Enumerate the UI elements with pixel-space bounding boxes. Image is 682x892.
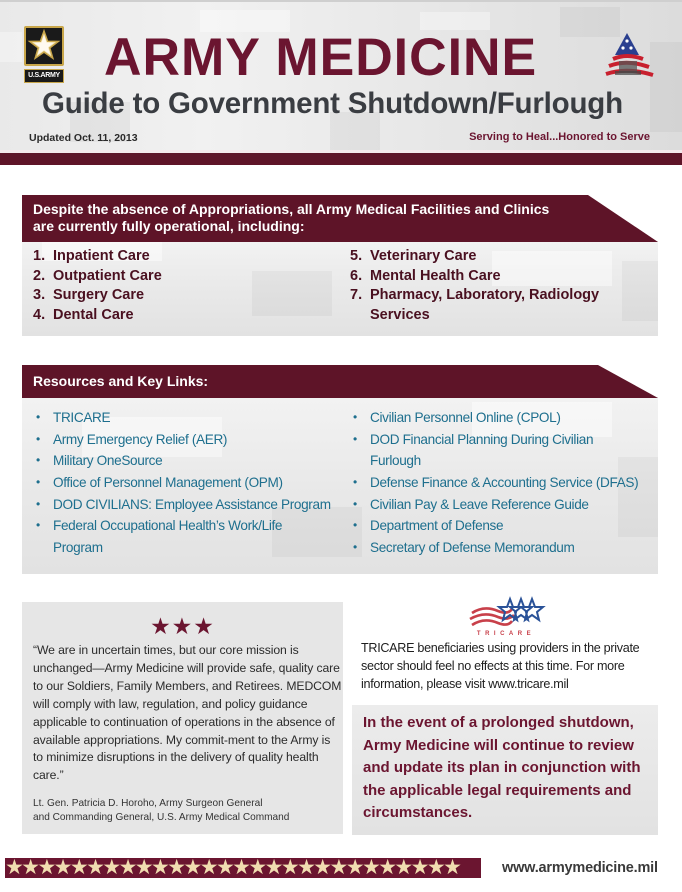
svg-text:TRICARE: TRICARE [476, 631, 536, 637]
bullet-icon: • [36, 475, 40, 490]
resources-banner-text: Resources and Key Links: [33, 373, 209, 389]
army-star-icon [27, 28, 61, 62]
bullet-icon: • [353, 496, 357, 511]
list-item-continuation: Services [370, 307, 430, 324]
list-item: 5. Veterinary Care [350, 248, 477, 264]
list-item: 1. Inpatient Care [33, 248, 150, 264]
resource-link-dfas[interactable]: • Defense Finance & Accounting Service (DFAS) [350, 472, 638, 494]
bullet-icon: • [36, 453, 40, 468]
bullet-icon: • [353, 431, 357, 446]
plan-text: In the event of a prolonged shutdown, Army Medicine will continue to review and update its plan in conjunction with the applicable legal requirements and circumstances. [363, 714, 641, 822]
care-list-right [350, 247, 599, 326]
bullet-icon: • [353, 475, 357, 490]
updated-date: Updated Oct. 11, 2013 [29, 132, 138, 144]
operational-banner-text: Despite the absence of Appropriations, all Army Medical Facilities and Clinics are currently fully operational, including: [33, 201, 550, 234]
resource-links-left [33, 407, 331, 559]
us-army-logo [24, 26, 64, 84]
resource-link-dod-financial-planning-cont[interactable]: Furlough [370, 453, 421, 469]
bullet-icon: • [353, 410, 357, 424]
resource-link-tricare[interactable]: • TRICARE [33, 407, 331, 429]
bullet-icon: • [353, 518, 357, 533]
background-tile [0, 32, 22, 62]
resource-link-opm[interactable]: • Office of Personnel Management (OPM) [33, 472, 331, 494]
bullet-icon: • [353, 540, 357, 555]
tricare-logo [466, 595, 546, 639]
resource-link-foh-worklife[interactable]: • Federal Occupational Health’s Work/Life [33, 515, 331, 537]
header [0, 0, 682, 153]
list-item: 2. Outpatient Care [33, 267, 162, 284]
resource-link-secdef-memo[interactable]: • Secretary of Defense Memorandum [350, 537, 638, 559]
tricare-notice: TRICARE beneficiaries using providers in the private sector should feel no effects at this time. For more information, please visit www.tricare.mil [361, 641, 640, 691]
page-subtitle: Guide to Government Shutdown/Furlough [42, 87, 623, 120]
resource-link-foh-worklife-cont[interactable]: Program [53, 540, 103, 556]
resource-link-civilian-pay-leave[interactable]: • Civilian Pay & Leave Reference Guide [350, 494, 638, 516]
bullet-icon: • [36, 431, 40, 446]
list-item: 3. Surgery Care [33, 287, 145, 304]
list-item: 6. Mental Health Care [350, 267, 501, 284]
list-item: 7. Pharmacy, Laboratory, Radiology [350, 287, 600, 304]
bullet-icon: • [36, 518, 40, 533]
page-title: ARMY MEDICINE [104, 28, 538, 87]
background-tile [622, 261, 658, 321]
quote-attribution: Lt. Gen. Patricia D. Horoho, Army Surgeon General and Commanding General, U.S. Army Medical Command [33, 798, 290, 823]
quote-box [22, 602, 343, 834]
three-stars-icon: ★★★ [150, 613, 215, 639]
resource-link-military-onesource[interactable]: • Military OneSource [33, 450, 331, 472]
header-divider-bar [0, 153, 682, 165]
bullet-icon: • [36, 496, 40, 511]
resource-links-right [350, 407, 638, 559]
resource-link-dod-financial-planning[interactable]: • DOD Financial Planning During Civilian [350, 429, 638, 451]
resource-link-employee-assistance[interactable]: • DOD CIVILIANS: Employee Assistance Program [33, 494, 331, 516]
plan-box [352, 705, 658, 835]
footer-star-band [5, 858, 481, 878]
resources-banner [22, 365, 658, 398]
army-logo-tag: U.S.ARMY [24, 69, 64, 83]
medcom-flag-logo [603, 31, 655, 83]
motto: Serving to Heal...Honored to Serve [469, 131, 650, 143]
footer-website-link[interactable]: www.armymedicine.mil [502, 860, 658, 876]
operational-banner [22, 195, 658, 242]
resource-link-aer[interactable]: • Army Emergency Relief (AER) [33, 429, 331, 451]
background-tile [252, 271, 332, 316]
resource-link-dod[interactable]: • Department of Defense [350, 515, 638, 537]
star-row-icon: ★★★★★★★★★★★★★★★★★★★★★★★★★★★★ [5, 858, 460, 878]
care-list-left [33, 247, 162, 326]
bullet-icon: • [36, 410, 40, 424]
list-item: 4. Dental Care [33, 307, 134, 324]
resources-panel [22, 397, 658, 574]
resource-link-cpol[interactable]: • Civilian Personnel Online (CPOL) [350, 407, 638, 429]
quote-text: “We are in uncertain times, but our core mission is unchanged—Army Medicine will provide safe, quality care to our Soldiers, Family Members, and Retirees. MEDCOM will comply with law, regulation, and policy guidance applicable to continuation of operations in the absence of available appropriations. My commit-ment to the Army is to minimize disruptions in the delivery of quality health care.” [33, 643, 342, 783]
operational-panel [22, 241, 658, 336]
